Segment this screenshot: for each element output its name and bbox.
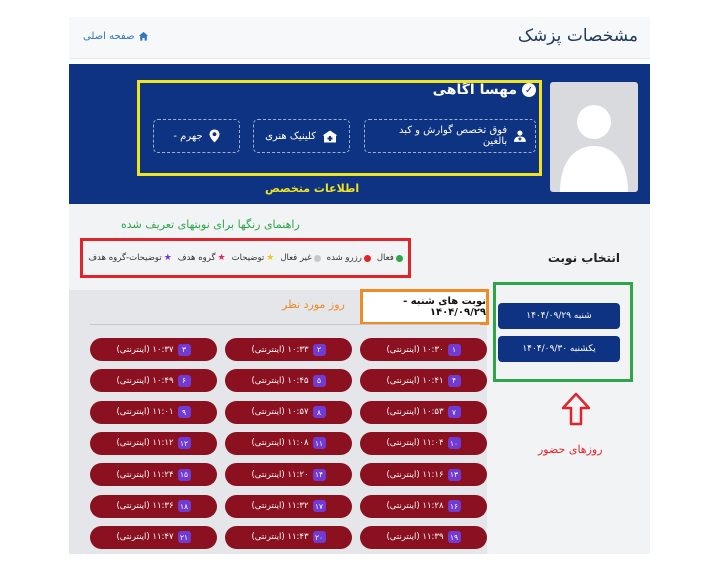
slot-time: ۱۰:۳۳ (اینترنتی) bbox=[251, 344, 309, 355]
time-slot-button[interactable] bbox=[225, 526, 352, 549]
time-slot-button[interactable] bbox=[360, 432, 487, 455]
divider bbox=[90, 324, 480, 325]
specialist-info-caption: اطلاعات متخصص bbox=[265, 182, 360, 195]
slot-time: ۱۱:۲۰ (اینترنتی) bbox=[251, 469, 309, 480]
clinic-text: کلینیک هنری bbox=[265, 130, 316, 142]
slot-number-badge: ۱۱ bbox=[313, 437, 326, 449]
city-text: جهرم - bbox=[173, 130, 203, 142]
slot-number-badge: ۷ bbox=[448, 406, 461, 418]
time-slot-button[interactable] bbox=[90, 369, 217, 392]
time-slot-button[interactable] bbox=[225, 338, 352, 361]
slot-number-badge: ۹ bbox=[178, 406, 191, 418]
time-slot-button[interactable] bbox=[225, 495, 352, 518]
page-title: مشخصات پزشک bbox=[517, 26, 638, 46]
legend-item bbox=[232, 253, 275, 263]
slot-time: ۱۱:۴۳ (اینترنتی) bbox=[251, 532, 309, 543]
day-button-sunday[interactable]: یکشنبه ۱۴۰۴/۰۹/۳۰ bbox=[498, 336, 620, 362]
status-dot-icon bbox=[314, 255, 321, 262]
doctor-banner bbox=[69, 64, 650, 204]
avatar-placeholder-icon bbox=[550, 82, 638, 192]
star-icon: ★ bbox=[163, 253, 172, 263]
slot-time: ۱۱:۰۱ (اینترنتی) bbox=[116, 407, 174, 418]
check-badge-icon: ✓ bbox=[522, 83, 536, 97]
time-slot-button[interactable] bbox=[90, 495, 217, 518]
time-slot-button[interactable] bbox=[225, 401, 352, 424]
slot-number-badge: ۱۴ bbox=[313, 469, 326, 481]
slot-time: ۱۰:۴۵ (اینترنتی) bbox=[251, 375, 309, 386]
slot-number-badge: ۱۸ bbox=[178, 500, 191, 512]
status-dot-icon bbox=[396, 255, 403, 262]
slot-time: ۱۱:۰۸ (اینترنتی) bbox=[251, 438, 309, 449]
legend-item bbox=[178, 253, 226, 263]
slot-time: ۱۰:۵۳ (اینترنتی) bbox=[386, 407, 444, 418]
slot-number-badge: ۶ bbox=[178, 375, 191, 387]
legend-item bbox=[280, 253, 320, 263]
time-slot-button[interactable] bbox=[360, 338, 487, 361]
slot-number-badge: ۲ bbox=[313, 344, 326, 356]
slot-time: ۱۱:۲۸ (اینترنتی) bbox=[386, 501, 444, 511]
attendance-days-caption: روزهای حضور bbox=[538, 443, 603, 456]
slot-number-badge: ۱۹ bbox=[448, 531, 461, 543]
slot-time: ۱۱:۲۴ (اینترنتی) bbox=[116, 469, 174, 480]
slot-number-badge: ۳ bbox=[178, 344, 191, 356]
legend-label: رزرو شده bbox=[326, 253, 362, 263]
slot-number-badge: ۱۶ bbox=[448, 500, 461, 512]
time-slot-button[interactable] bbox=[90, 526, 217, 549]
status-dot-icon bbox=[364, 255, 371, 262]
slot-time: ۱۱:۳۹ (اینترنتی) bbox=[386, 532, 444, 543]
home-link-label: صفحه اصلی bbox=[83, 31, 135, 42]
legend-label: فعال bbox=[376, 253, 394, 263]
doctor-name-text: مهسا آگاهی bbox=[432, 82, 517, 98]
slot-number-badge: ۱۳ bbox=[448, 469, 461, 481]
avatar bbox=[550, 82, 638, 192]
day-button-saturday[interactable]: شنبه ۱۴۰۴/۰۹/۲۹ bbox=[498, 303, 620, 329]
slot-number-badge: ۸ bbox=[313, 406, 326, 418]
time-slot-button[interactable] bbox=[225, 432, 352, 455]
slot-time: ۱۱:۰۴ (اینترنتی) bbox=[386, 438, 444, 449]
slot-number-badge: ۴ bbox=[448, 375, 461, 387]
time-slot-button[interactable] bbox=[360, 526, 487, 549]
time-slot-button[interactable] bbox=[360, 495, 487, 518]
slot-time: ۱۰:۴۱ (اینترنتی) bbox=[386, 375, 444, 386]
page-header bbox=[69, 17, 650, 59]
slot-time: ۱۱:۱۶ (اینترنتی) bbox=[386, 469, 444, 480]
booking-title: انتخاب نوبت bbox=[547, 251, 620, 265]
slot-time: ۱۰:۴۹ (اینترنتی) bbox=[116, 375, 174, 386]
selected-day-label: نوبت های شنبه - ۱۴۰۴/۰۹/۲۹ bbox=[360, 289, 489, 325]
time-slot-button[interactable] bbox=[225, 369, 352, 392]
specialty-text: فوق تخصص گوارش و کبد بالغین bbox=[398, 125, 508, 147]
home-icon bbox=[138, 31, 149, 42]
specialist-info-highlight bbox=[137, 80, 542, 176]
slot-time: ۱۱:۴۷ (اینترنتی) bbox=[116, 532, 174, 543]
legend-label: گروه هدف bbox=[177, 253, 216, 263]
arrow-up-icon bbox=[561, 392, 591, 426]
slot-time: ۱۰:۳۰ (اینترنتی) bbox=[386, 344, 444, 355]
slot-time: ۱۱:۳۶ (اینترنتی) bbox=[116, 501, 174, 511]
home-link[interactable] bbox=[83, 31, 149, 42]
slot-number-badge: ۱ bbox=[448, 344, 461, 356]
slot-time: ۱۱:۳۲ (اینترنتی) bbox=[251, 501, 309, 511]
legend-label: غیر فعال bbox=[280, 253, 312, 263]
legend-item bbox=[327, 253, 371, 263]
time-slot-button[interactable] bbox=[360, 463, 487, 486]
selected-day-caption: روز مورد نظر bbox=[282, 298, 345, 311]
slot-number-badge: ۲۰ bbox=[313, 531, 326, 543]
time-slot-button[interactable] bbox=[225, 463, 352, 486]
time-slot-button[interactable] bbox=[90, 401, 217, 424]
slot-number-badge: ۱۲ bbox=[178, 437, 191, 449]
legend-item bbox=[377, 253, 403, 263]
slot-number-badge: ۵ bbox=[313, 375, 326, 387]
slot-number-badge: ۱۷ bbox=[313, 500, 326, 512]
slot-time: ۱۰:۳۷ (اینترنتی) bbox=[116, 344, 174, 355]
attendance-days-highlight bbox=[493, 282, 633, 382]
legend-item bbox=[88, 253, 172, 263]
time-slot-button[interactable] bbox=[360, 369, 487, 392]
color-legend bbox=[80, 238, 411, 278]
slot-time: ۱۰:۵۷ (اینترنتی) bbox=[251, 407, 309, 418]
legend-label: توضیحات-گروه هدف bbox=[88, 253, 162, 263]
legend-label: توضیحات bbox=[231, 253, 265, 263]
slot-number-badge: ۲۱ bbox=[178, 531, 191, 543]
star-icon: ★ bbox=[217, 253, 226, 263]
color-guide-caption: راهنمای رنگها برای نوبتهای تعریف شده bbox=[121, 218, 300, 231]
time-slot-button[interactable] bbox=[360, 401, 487, 424]
star-icon: ★ bbox=[266, 253, 275, 263]
time-slot-button[interactable] bbox=[90, 338, 217, 361]
time-slot-button[interactable] bbox=[90, 432, 217, 455]
slot-number-badge: ۱۰ bbox=[448, 437, 461, 449]
slot-number-badge: ۱۵ bbox=[178, 469, 191, 481]
time-slot-button[interactable] bbox=[90, 463, 217, 486]
slot-time: ۱۱:۱۲ (اینترنتی) bbox=[116, 438, 174, 449]
